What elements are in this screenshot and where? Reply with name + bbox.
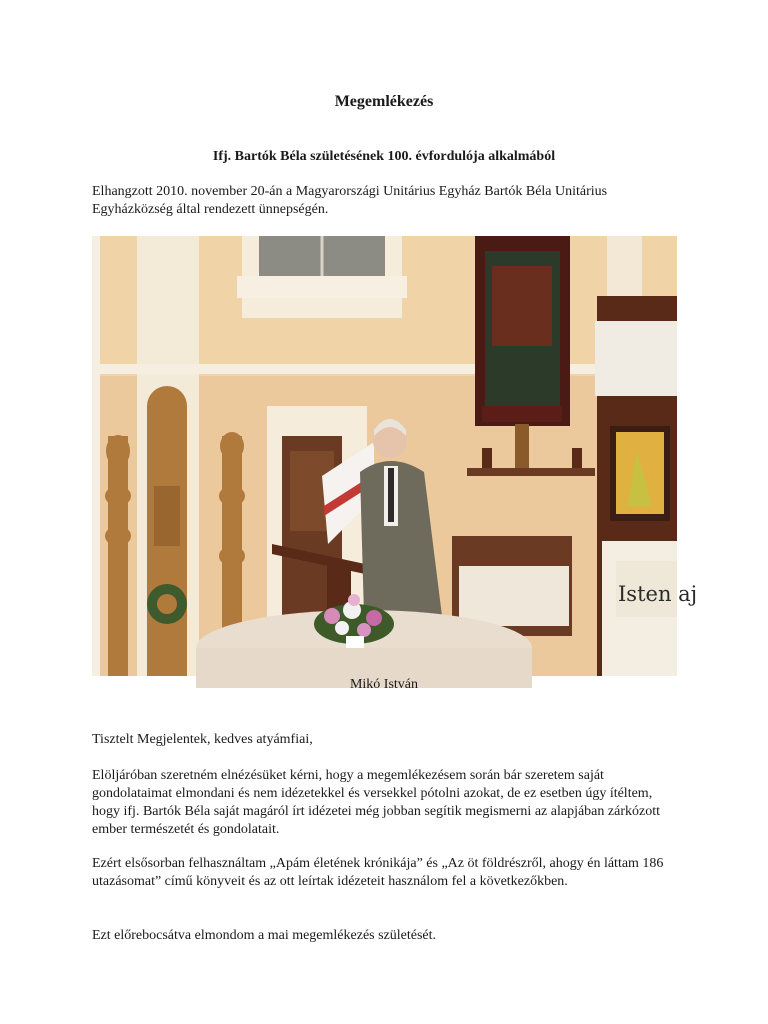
church-photo-illustration	[92, 236, 698, 676]
paragraph-sources: Ezért elsősorban felhasználtam „Apám életének krónikája” és „Az öt földrészről, ahogy én láttam 186 utazásomat” című könyveit és az ott leírtak idézeteit használom fel a következőkben.	[92, 856, 664, 889]
banner-text: Isten aj	[618, 582, 698, 606]
church-photo	[92, 236, 698, 676]
paragraph-salutation: Tisztelt Megjelentek, kedves atyámfiai,	[92, 732, 313, 747]
paragraph-preface: Ezt előrebocsátva elmondom a mai megemlékezés születését.	[92, 928, 437, 943]
paragraph-apology: Elöljáróban szeretném elnézésüket kérni, hogy a megemlékezésem során bár szeretem saját gondolataimat elmondani és nem idézetekkel és versekkel pótolni azokat, de ez esetben úgy ítéltem, hogy ifj. Bartók Béla saját magáról írt idézetei még jobban segítik megismerni az alapjában zárkózott ember természetét és gondolatait.	[92, 768, 660, 837]
intro-paragraph: Elhangzott 2010. november 20-án a Magyarországi Unitárius Egyház Bartók Béla Unitárius Egyházközség által rendezett ünnepségén.	[92, 184, 608, 217]
document-title: Megemlékezés	[334, 93, 434, 110]
document-subtitle: Ifj. Bartók Béla születésének 100. évfordulója alkalmából	[212, 149, 556, 164]
photo-caption: Mikó István	[349, 677, 419, 692]
